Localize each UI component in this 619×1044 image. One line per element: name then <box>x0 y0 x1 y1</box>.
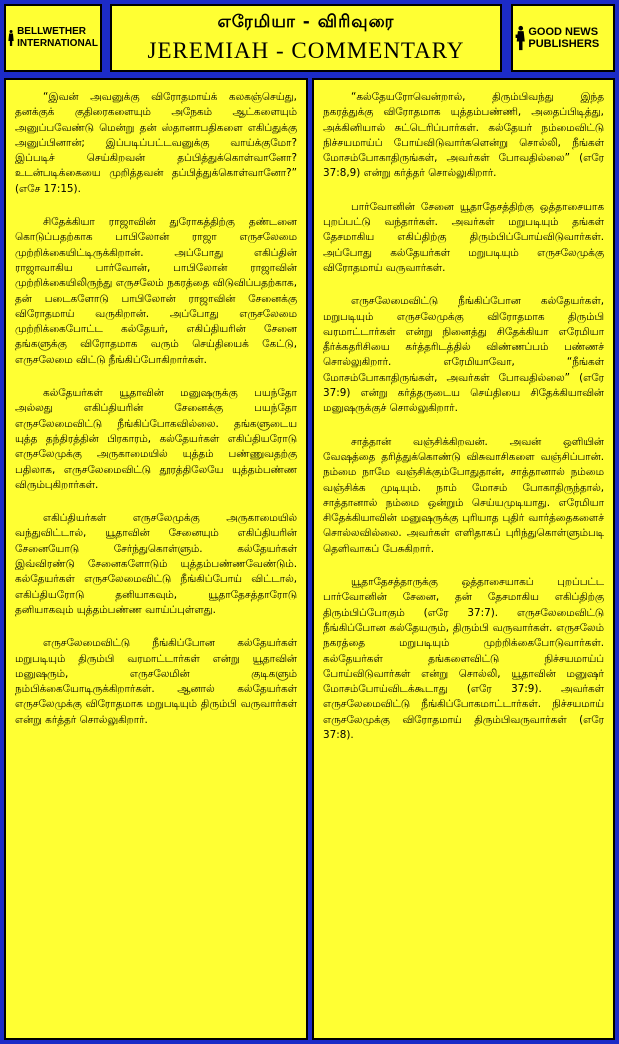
paragraph: எகிப்தியர்கள் எருசலேமுக்கு அருகாமையில் வந்துவிட்டால், யூதாவின் சேனையும் எகிப்தியரின் சேனையோடு சேர்ந்துகொள்ளும். கல்தேயர்கள் இவ்விரண்டு சேனைகளோடும் யுத்தம்பண்ணவேண்டும். கல்தேயர்கள் எருசலேமைவிட்டு நீங்கிப்போய் விட்டால், எகிப்தியரோடு தனியாகவும், யூதாதேசத்தாரோடு தனியாகவும் யுத்தம்பண்ண வாய்ப்புள்ளது. <box>15 512 297 616</box>
bellwether-logo-text: BELLWETHER INTERNATIONAL <box>17 26 98 49</box>
paragraph: கல்தேயர்கள் யூதாவின் மனுஷருக்கு பயந்தோ அல்லது எகிப்தியரின் சேனைக்கு பயந்தோ எருசலேமைவிட்டு நீங்கிப்போகவில்லை. தங்களுடைய யுத்த தந்திரத்தின் பிரகாரம், கல்தேயர்கள் எகிப்தியரோடு எருசலேமுக்கு அருகாமையில் யுத்தம் பண்ணுவதற்கு பதிலாக, எருசலேமைவிட்டு தூரத்திலேயே யுத்தம்பண்ண விரும்புகிறார்கள். <box>15 387 297 491</box>
paragraph: “இவன் அவனுக்கு விரோதமாய்க் கலகஞ்செய்து, தனக்குக் குதிரைகளையும் அநேகம் ஆட்களையும் அனுப்பவேண்டு மென்று தன் ஸ்தானாபதிகளை எகிப்துக்கு அனுப்பினான்; இப்படிப்பட்டவனுக்கு வாய்க்குமோ? இப்படிச் செய்கிறவன் தப்பித்துக்கொள்வானோ? உடன்படிக்கையை முறித்தவன் தப்பித்துக்கொள்வானோ?” (எசே 17:15). <box>15 91 297 195</box>
page-header <box>4 4 615 72</box>
left-column <box>4 78 308 1040</box>
title-box <box>110 4 502 72</box>
bellwether-logo <box>4 4 102 72</box>
bellwether-figure-icon <box>8 16 14 60</box>
good-news-logo-text: GOOD NEWS PUBLISHERS <box>528 26 600 50</box>
page-title-english: JEREMIAH - COMMENTARY <box>147 38 465 63</box>
page-title-tamil: எரேமியா - விரிவுரை <box>217 12 395 32</box>
paragraph: எருசலேமைவிட்டு நீங்கிப்போன கல்தேயர்கள், மறுபடியும் எருசலேமுக்கு விரோதமாக திரும்பி வரமாட்டார்கள் என்று நினைத்து சிதேக்கியா எரேமியா தீர்க்கதரிசியை கர்த்தரிடத்தில் விண்ணப்பம் பண்ணச் சொல்லுகிறார். எரேமியாவோ, “நீங்கள் மோசம்போகாதிருங்கள், அவர்கள் போவதில்லை” (எரே 37:9) என்று கர்த்தருடைய செய்தியை சிதேக்கியாவின் மனுஷருக்குச் சொல்லுகிறார். <box>323 295 604 415</box>
good-news-logo <box>511 4 615 72</box>
paragraph: சாத்தான் வஞ்சிக்கிறவன். அவன் ஒளியின் வேஷத்தை தரித்துக்கொண்டு விசுவாசிகளை வஞ்சிப்பான். நம்மை நாமே வஞ்சிக்கும்போதுதான், சாத்தானால் நம்மை வஞ்சிக்க முடியும். நாம் மோசம் போகாதிருந்தால், சாத்தானால் நம்மை ஒன்றும் செய்யமுடியாது. எரேமியா சிதேக்கியாவின் மனுஷருக்கு புரியாத புதிர் வார்த்தைகளைச் சொல்லவில்லை. அவர்கள் எளிதாகப் புரிந்துகொள்ளும்படி தெளிவாகப் பேசுகிறார். <box>323 435 604 555</box>
paragraph: “கல்தேயரோவென்றால், திரும்பிவந்து இந்த நகரத்துக்கு விரோதமாக யுத்தம்பண்ணி, அதைப்பிடித்து, அக்கினியால் சுட்டெரிப்பார்கள். கல்தேயர் நம்மைவிட்டு நிச்சயமாய்ப் போய்விடுவார்களென்று சொல்லி, நீங்கள் மோசம்போகாதிருங்கள், அவர்கள் போவதில்லை” (எரே 37:8,9) என்று கர்த்தர் சொல்லுகிறார். <box>323 91 604 180</box>
right-column <box>312 78 615 1040</box>
paragraph: யூதாதேசத்தாருக்கு ஒத்தாசையாகப் புறப்பட்ட பார்வோனின் சேனை, தன் தேசமாகிய எகிப்திற்கு திரும்பிப்போகும் (எரே 37:7). எருசலேமைவிட்டு நீங்கிப்போன கல்தேயரும், திரும்பி வருவார்கள். எருசலேம் நகரத்தை மறுபடியும் முற்றிக்கைபோடுவார்கள். கல்தேயர்கள் தங்களைவிட்டு நிச்சயமாய்ப் போய்விடுவார்கள் என்று சொல்லி, யூதாவின் மனுஷர் மோசம்போய்விடக்கூடாது (எரே 37:9). அவர்கள் எருசலேமைவிட்டு நீங்கிப்போகமாட்டார்கள். நிச்சயமாய் எருசலேமுக்கு விரோதமாய் திரும்பிவருவார்கள் (எரே 37:8). <box>323 576 604 741</box>
paragraph: பார்வோனின் சேனை யூதாதேசத்திற்கு ஒத்தாசையாக புறப்பட்டு வந்தார்கள். அவர்கள் மறுபடியும் தங்கள் தேசமாகிய எகிப்திற்கு திரும்பிப்போய்விடுவார்கள். அப்போது கல்தேயர்கள் மறுபடியும் எருசலேமுக்கு விரோதமாய் வருவார்கள். <box>323 200 604 274</box>
reader-figure-icon <box>515 16 525 60</box>
paragraph: எருசலேமைவிட்டு நீங்கிப்போன கல்தேயர்கள் மறுபடியும் திரும்பி வரமாட்டார்கள் என்று யூதாவின் மனுஷரும், எருசலேமின் குடிகளும் நம்பிக்கையோடிருக்கிறார்கள். ஆனால் கல்தேயர்கள் எருசலேமுக்கு விரோதமாக மறுபடியும் திரும்பி வருவார்கள் என்று கர்த்தர் சொல்லுகிறார். <box>15 637 297 726</box>
paragraph: சிதேக்கியா ராஜாவின் துரோகத்திற்கு தண்டனை கொடுப்பதற்காக பாபிலோன் ராஜா எருசலேமை முற்றிக்கையிட்டிருக்கிறான். அப்போது எகிப்தின் ராஜாவாகிய பார்வோன், பாபிலோன் ராஜாவின் முற்றிக்கையிலிருந்து எருசலேம் நகரத்தை விடுவிப்பதற்காக, தன் படைகளோடு பாபிலோன் ராஜாவின் சேனைக்கு விரோதமாய் வருகிறான். அப்போது எருசலேமை முற்றிக்கைபோட்ட கல்தேயர், எகிப்தியரின் சேனை தங்களுக்கு விரோதமாக வரும் செய்தியைக் கேட்டு, எருசலேமை விட்டு நீங்கிப்போகிறார்கள். <box>15 216 297 366</box>
